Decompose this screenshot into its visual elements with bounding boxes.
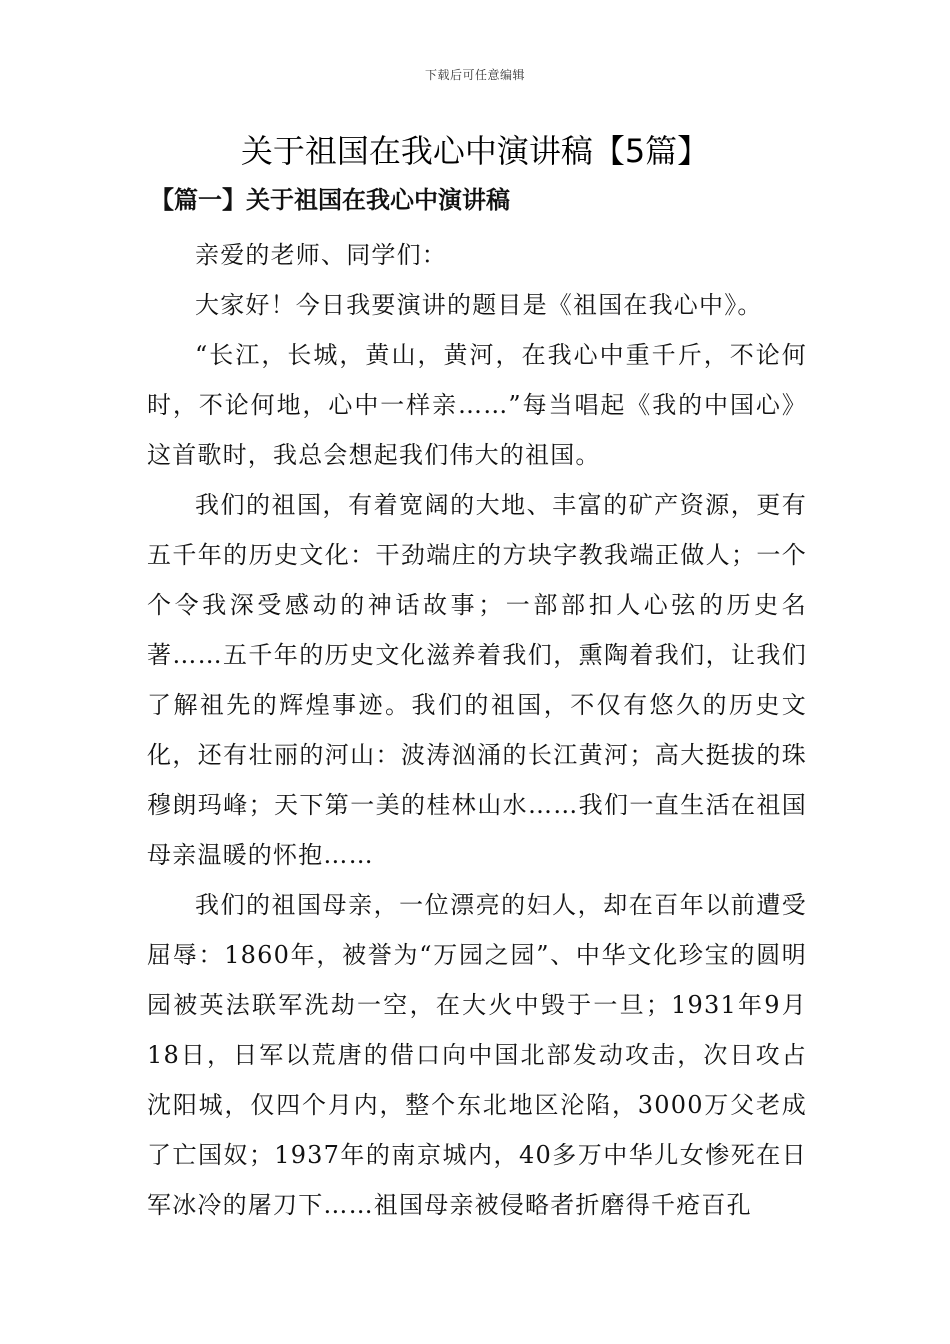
paragraph-humiliation: 我们的祖国母亲，一位漂亮的妇人，却在百年以前遭受屈辱：1860年，被誉为“万园之园”、中华文化珍宝的圆明园被英法联军洗劫一空，在大火中毁于一旦；1931年9月18日，日军以荒唐的借口向中国北部发动攻击，次日攻占沈阳城，仅四个月内，整个东北地区沦陷，3000万父老成了亡国奴；1937年的南京城内，40多万中华儿女惨死在日军冰冷的屠刀下……祖国母亲被侵略者折磨得千疮百孔 <box>147 891 807 1219</box>
header-note: 下载后可任意编辑 <box>424 68 525 82</box>
paragraph-greeting: 亲爱的老师、同学们： <box>195 241 447 269</box>
paragraph-intro: 大家好！今日我要演讲的题目是《祖国在我心中》。 <box>195 291 763 319</box>
document-title: 关于祖国在我心中演讲稿【5篇】 <box>240 132 710 170</box>
paragraph-song: “长江，长城，黄山，黄河，在我心中重千斤，不论何时，不论何地，心中一样亲……”每当唱起《我的中国心》这首歌时，我总会想起我们伟大的祖国。 <box>147 341 807 469</box>
section-heading: 【篇一】关于祖国在我心中演讲稿 <box>150 185 510 214</box>
paragraph-history: 我们的祖国，有着宽阔的大地、丰富的矿产资源，更有五千年的历史文化：干劲端庄的方块字教我端正做人；一个个令我深受感动的神话故事；一部部扣人心弦的历史名著……五千年的历史文化滋养着我们，熏陶着我们，让我们了解祖先的辉煌事迹。我们的祖国，不仅有悠久的历史文化，还有壮丽的河山：波涛汹涌的长江黄河；高大挺拔的珠穆朗玛峰；天下第一美的桂林山水……我们一直生活在祖国母亲温暖的怀抱…… <box>147 491 807 869</box>
document-body <box>147 230 807 1230</box>
